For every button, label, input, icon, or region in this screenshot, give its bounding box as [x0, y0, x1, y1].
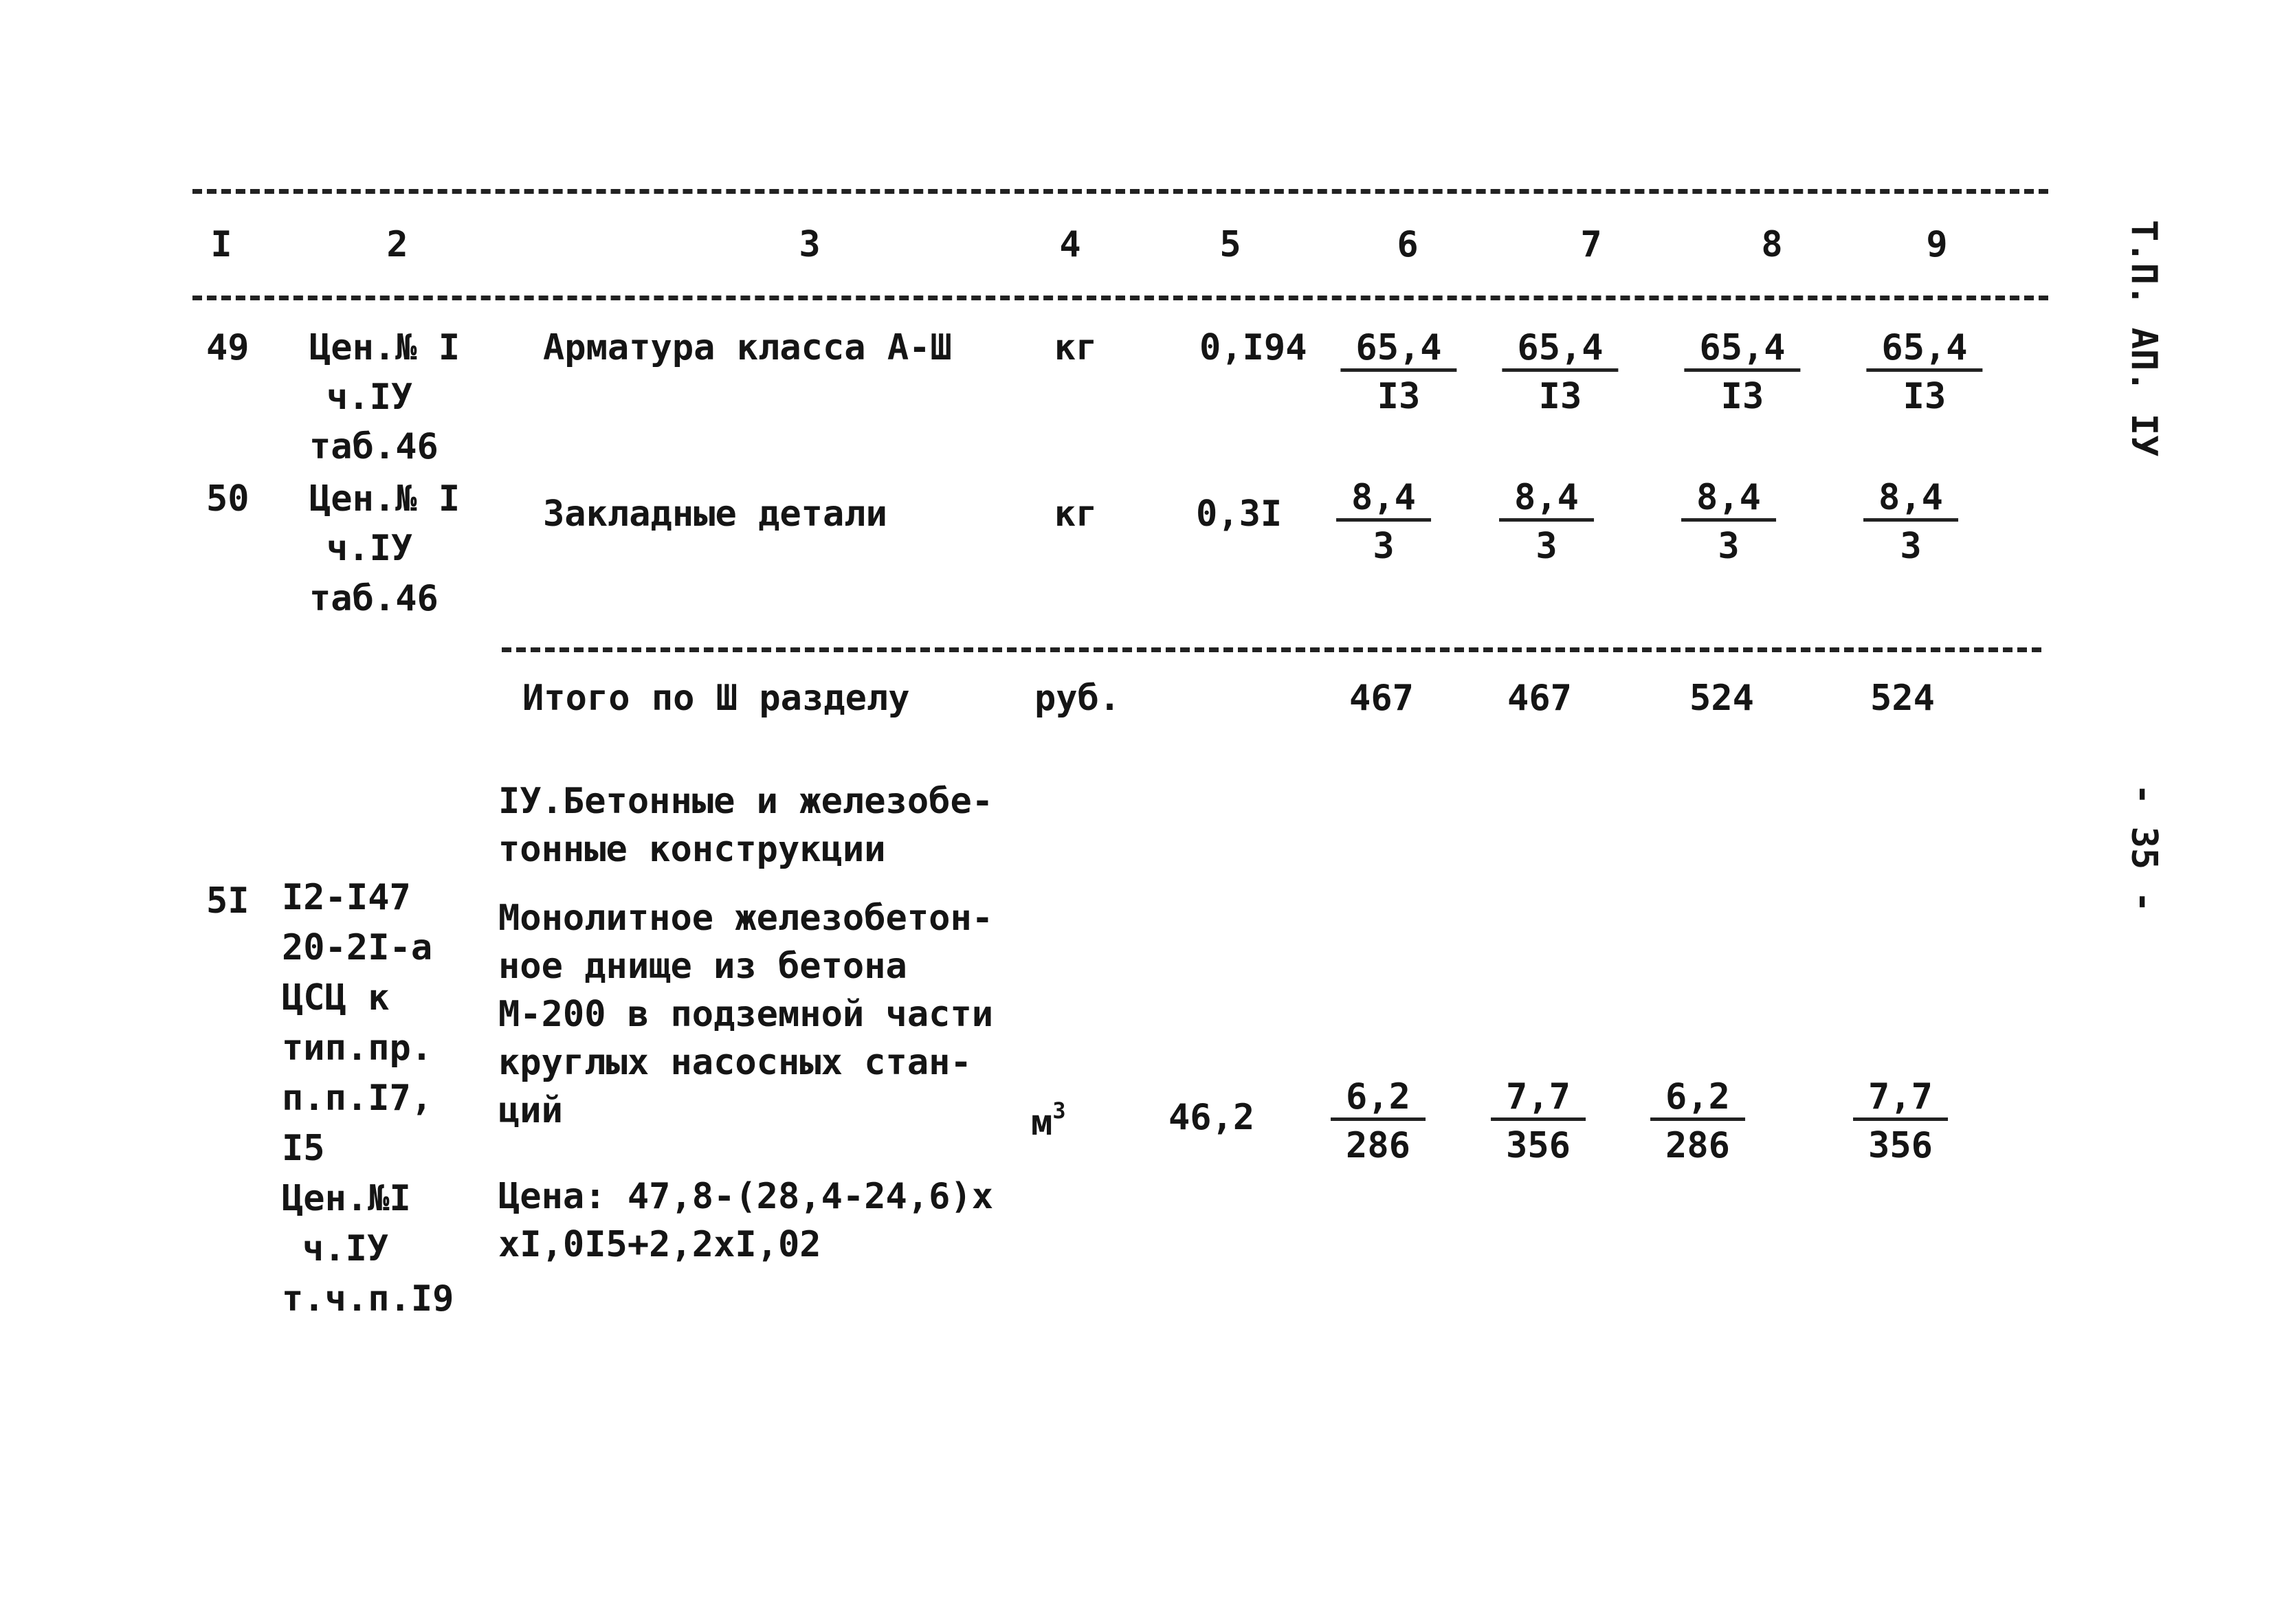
- section-title-line-1: IУ.Бетонные и железобе-: [498, 781, 994, 822]
- item-name: Закладные детали: [543, 493, 887, 535]
- quantity: 46,2: [1168, 1097, 1255, 1138]
- header-col-6: 6: [1397, 224, 1419, 265]
- unit: [1031, 1098, 1066, 1144]
- price-formula-line-2: хI,0I5+2,2хI,02: [498, 1224, 821, 1265]
- header-col-4: 4: [1059, 224, 1081, 265]
- header-col-8: 8: [1761, 224, 1783, 265]
- section-title-line-2: тонные конструкции: [498, 829, 886, 870]
- item-name-line-2: ное днище из бетона: [498, 946, 907, 987]
- header-col-9: 9: [1926, 224, 1948, 265]
- price-ref-line-1: I2-I47: [282, 877, 411, 918]
- price-ref-line-3: таб.46: [309, 578, 439, 619]
- total-label: Итого по Ш разделу: [522, 678, 910, 719]
- price-ref-line-4: тип.пр.: [282, 1027, 433, 1069]
- value-col-8: $\frac{8,4}{3}$: [1681, 480, 1776, 564]
- price-ref-line-5: п.п.I7,: [282, 1078, 433, 1119]
- item-name: Арматура класса А-Ш: [543, 327, 952, 368]
- total-col-9: 524: [1870, 678, 1935, 719]
- unit: кг: [1054, 327, 1098, 368]
- price-ref-line-3: ЦСЦ к: [282, 977, 390, 1019]
- value-col-7: $\frac{8,4}{3}$: [1499, 480, 1594, 564]
- header-bottom-rule: [192, 296, 2048, 300]
- page-number: - 35 -: [2123, 783, 2164, 913]
- total-unit: руб.: [1034, 678, 1121, 719]
- header-col-1: I: [210, 224, 232, 265]
- price-ref-line-1: Цен.№ I: [309, 327, 461, 368]
- quantity: 0,3I: [1196, 493, 1283, 535]
- total-col-6: 467: [1349, 678, 1414, 719]
- total-col-7: 467: [1507, 678, 1572, 719]
- value-col-9: $\frac{65,4}{I3}$: [1866, 330, 1982, 414]
- item-name-line-4: круглых насосных стан-: [498, 1042, 972, 1083]
- value-col-9: $\frac{8,4}{3}$: [1863, 480, 1958, 564]
- total-col-8: 524: [1689, 678, 1754, 719]
- header-col-7: 7: [1580, 224, 1602, 265]
- price-ref-line-1: Цен.№ I: [309, 478, 461, 520]
- header-col-5: 5: [1219, 224, 1241, 265]
- quantity: 0,I94: [1199, 327, 1307, 368]
- unit-superscript: 3: [1052, 1098, 1066, 1124]
- price-ref-line-2: ч.IУ: [326, 377, 413, 418]
- value-col-7: $\frac{65,4}{I3}$: [1502, 330, 1618, 414]
- item-name-line-3: М-200 в подземной части: [498, 994, 994, 1035]
- row-number: 50: [206, 478, 250, 520]
- value-col-7: $\frac{7,7}{356}$: [1491, 1079, 1586, 1164]
- price-ref-line-2: ч.IУ: [326, 528, 413, 569]
- table-top-rule: [192, 189, 2048, 194]
- row-number: 49: [206, 327, 250, 368]
- value-col-6: $\frac{65,4}{I3}$: [1340, 330, 1456, 414]
- value-col-9: $\frac{7,7}{356}$: [1853, 1079, 1948, 1164]
- value-col-8: $\frac{6,2}{286}$: [1650, 1079, 1745, 1164]
- price-ref-line-2: 20-2I-а: [282, 927, 433, 968]
- value-col-6: $\frac{6,2}{286}$: [1331, 1079, 1426, 1164]
- header-col-2: 2: [386, 224, 408, 265]
- item-name-line-5: ций: [498, 1090, 563, 1131]
- price-formula-line-1: Цена: 47,8-(28,4-24,6)х: [498, 1176, 994, 1217]
- unit-text: м: [1031, 1102, 1053, 1144]
- value-col-8: $\frac{65,4}{I3}$: [1684, 330, 1800, 414]
- price-ref-line-7: Цен.№I: [282, 1178, 411, 1219]
- price-ref-line-9: т.ч.п.I9: [282, 1278, 454, 1320]
- value-col-6: $\frac{8,4}{3}$: [1336, 480, 1431, 564]
- price-ref-line-8: ч.IУ: [302, 1228, 389, 1269]
- row-number: 5I: [206, 880, 250, 922]
- item-name-line-1: Монолитное железобетон-: [498, 898, 994, 939]
- unit: кг: [1054, 493, 1098, 535]
- subtotal-rule: [502, 647, 2041, 652]
- document-code: Т.П. АП. ІУ: [2123, 220, 2164, 457]
- price-ref-line-6: I5: [282, 1128, 325, 1169]
- price-ref-line-3: таб.46: [309, 426, 439, 467]
- header-col-3: 3: [799, 224, 821, 265]
